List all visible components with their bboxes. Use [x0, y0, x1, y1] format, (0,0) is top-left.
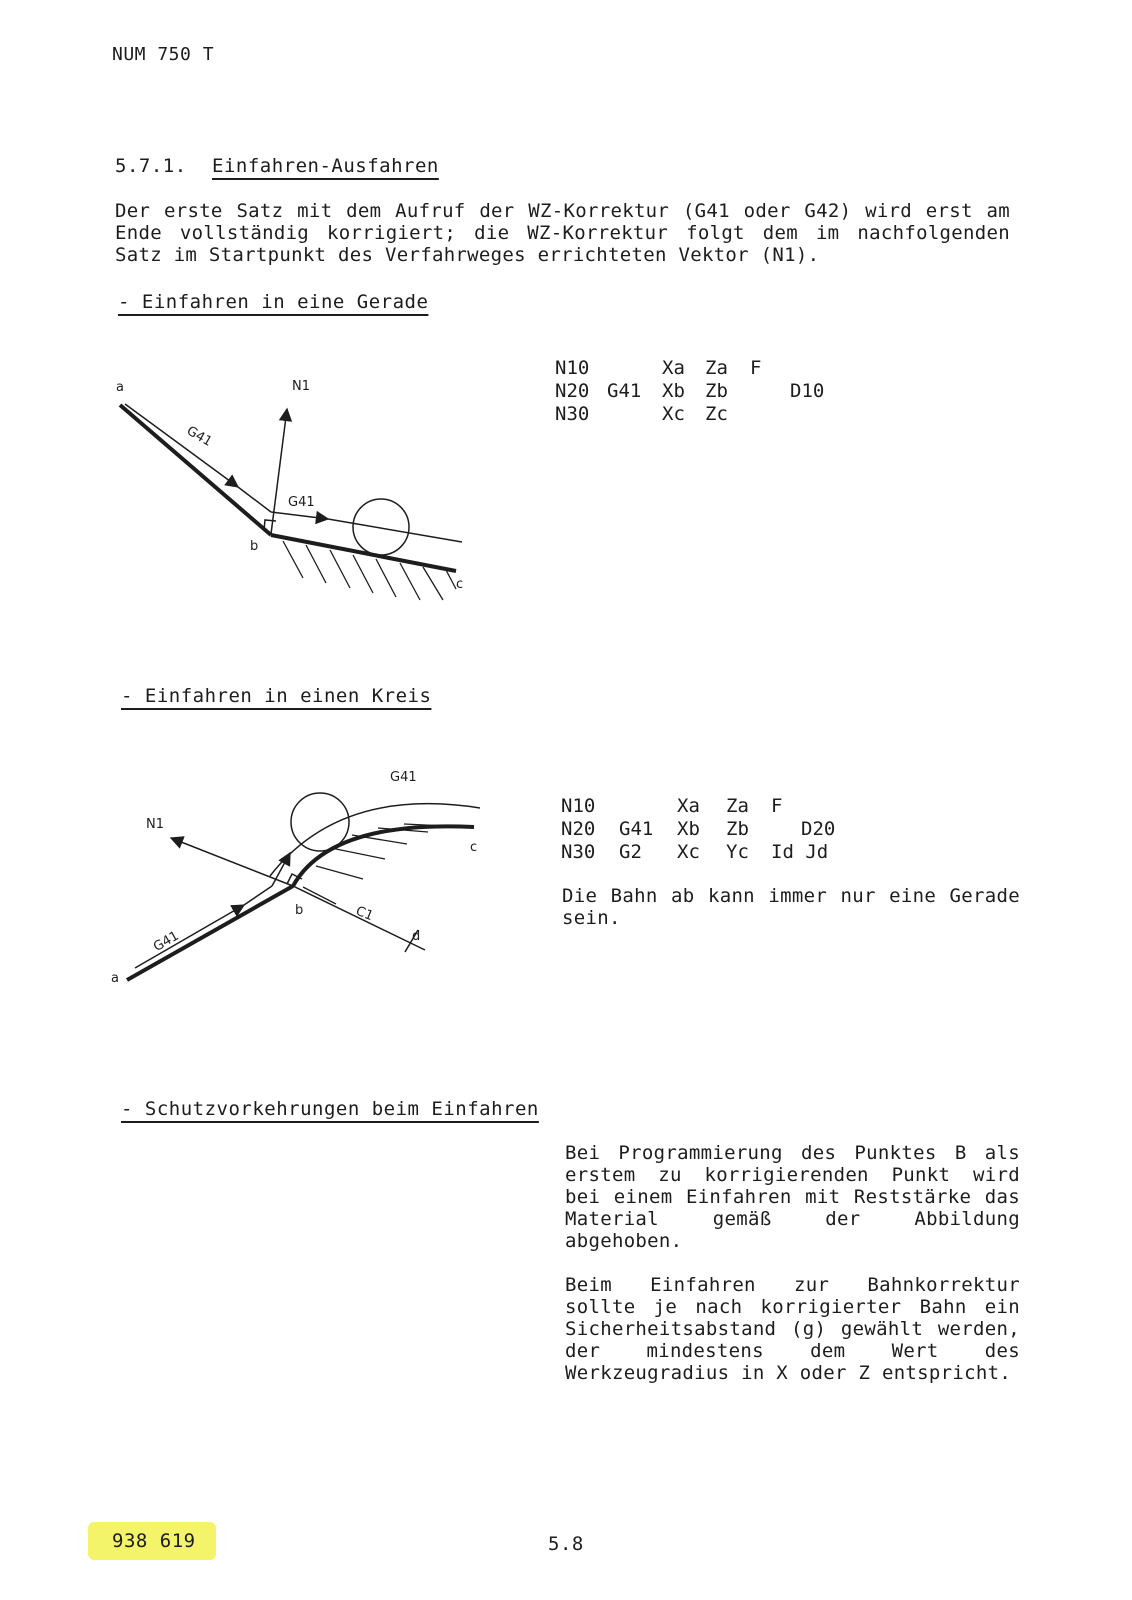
- g41-arrow: [135, 905, 244, 968]
- program-row: N10 Xa Za F: [555, 357, 762, 379]
- diagram-einfahren-kreis: [127, 793, 480, 980]
- protection-text: Bei Programmierung des Punktes B als erstem zu korrigierenden Punkt wird bei einem Einfahren mit Reststärke das Material gemäß der Abbildung abgehoben. Beim Einfahren zur Bahnkorrektur sollte je nach korrigierter Bahn ein Sicherheitsabstand (g) gewählt werden, der mindestens dem Wert des Werkzeugradius in X oder Z entspricht.: [565, 1142, 1020, 1384]
- label-g41: G41: [288, 495, 315, 510]
- label-b: b: [295, 903, 304, 918]
- label-a: a: [116, 380, 124, 395]
- intro-paragraph: Der erste Satz mit dem Aufruf der WZ-Korrektur (G41 oder G42) wird erst am Ende vollständig korrigiert; die WZ-Korrektur folgt dem im nachfolgenden Satz im Startpunkt des Verfahrweges errichteten Vektor (N1).: [115, 200, 1010, 266]
- program-row: N20 G41 Xb Zb D10: [555, 380, 825, 402]
- tool-path-arc: [270, 804, 480, 876]
- label-c: c: [456, 577, 464, 592]
- tool-circle: [291, 793, 349, 851]
- n1-vector: [171, 838, 293, 886]
- program-row: N30 Xc Zc: [555, 403, 728, 425]
- n1-vector: [271, 409, 287, 534]
- label-c: c: [470, 840, 478, 855]
- workpiece-edge: [271, 535, 456, 571]
- program-row: N30 G2 Xc Yc Id Jd: [561, 841, 829, 863]
- tool-circle: [353, 499, 409, 555]
- note-paragraph: Die Bahn ab kann immer nur eine Gerade sein.: [562, 885, 1020, 929]
- label-c1: C1: [353, 903, 376, 925]
- hatching: [283, 541, 456, 600]
- approach-path-line: [127, 886, 293, 980]
- label-d: d: [412, 929, 421, 944]
- program-row: N10 Xa Za F: [561, 795, 783, 817]
- page-number: 5.8: [548, 1533, 584, 1555]
- document-number: 938 619: [112, 1530, 196, 1552]
- label-g41: G41: [151, 928, 182, 955]
- workpiece-arc: [293, 826, 474, 886]
- heading-schutzvorkehrungen: - Schutzvorkehrungen beim Einfahren: [121, 1098, 539, 1120]
- g41-arrow-2: [271, 512, 328, 519]
- label-g41: G41: [390, 770, 417, 785]
- label-n1: N1: [292, 379, 310, 394]
- heading-einfahren-kreis: - Einfahren in einen Kreis: [121, 685, 432, 707]
- label-n1: N1: [146, 817, 164, 832]
- label-b: b: [250, 539, 259, 554]
- label-a: a: [111, 971, 119, 986]
- program-row: N20 G41 Xb Zb D20: [561, 818, 836, 840]
- heading-einfahren-gerade: - Einfahren in eine Gerade: [118, 291, 429, 313]
- hatching: [303, 824, 446, 904]
- section-number: 5.7.1.: [115, 155, 187, 177]
- approach-path-line: [120, 405, 271, 535]
- g41-arrow: [125, 404, 238, 487]
- label-g41: G41: [183, 423, 215, 450]
- document-model: NUM 750 T: [112, 44, 215, 65]
- section-title: Einfahren-Ausfahren: [212, 155, 439, 177]
